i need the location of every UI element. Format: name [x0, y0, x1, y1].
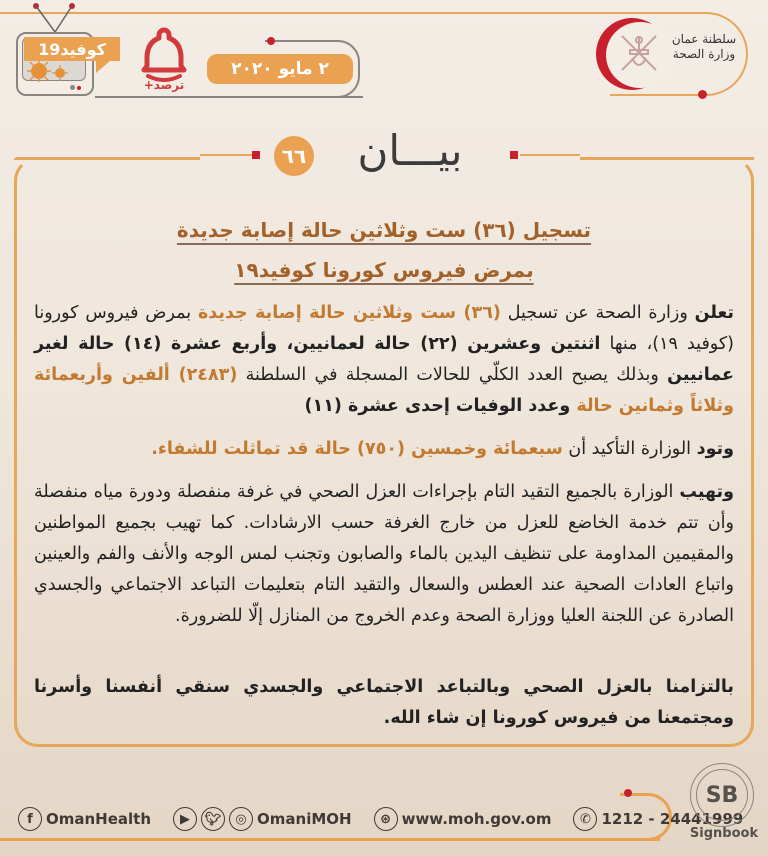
website-link[interactable]: www.moh.gov.om	[401, 810, 552, 828]
text: بمرض فيروس كورونا (كوفيد ١٩)، منها	[34, 303, 735, 354]
text-bold: وتود	[696, 439, 734, 459]
covid19-banner: كوفيد19	[24, 37, 120, 61]
tv-knob	[77, 86, 81, 90]
title-square	[252, 151, 260, 159]
facebook-handle[interactable]: OmanHealth	[46, 810, 152, 828]
text-highlight: (٢٤٨٣) ألفين وأربعمائة وثلاثاً وثمانين حالة	[34, 365, 734, 416]
banner-tail	[96, 61, 110, 73]
bell-icon	[140, 26, 188, 82]
title-line	[200, 154, 252, 156]
text: الوزارة التأكيد أن	[562, 439, 697, 459]
decor-dot	[267, 37, 275, 45]
header-divider-line	[0, 12, 700, 14]
instagram-icon[interactable]: ◎	[229, 807, 253, 831]
social-handle[interactable]: OmaniMOH	[257, 810, 352, 828]
text: وبذلك يصبح العدد الكلّي للحالات المسجلة في السلطنة	[237, 365, 668, 385]
tv-antenna-icon	[30, 2, 80, 34]
panel-top-border	[14, 157, 200, 160]
date-badge: ٢ مايو ٢٠٢٠	[207, 54, 353, 84]
title-square	[510, 151, 518, 159]
date-outline-line	[95, 96, 363, 98]
logo-line-2: وزارة الصحة	[672, 47, 736, 61]
decor-dot	[698, 90, 707, 99]
text-highlight: سبعمائة وخمسين (٧٥٠)	[356, 439, 563, 459]
panel-top-border	[580, 157, 754, 160]
phone-icon[interactable]: ✆	[573, 807, 597, 831]
twitter-icon[interactable]: 🐦︎	[201, 807, 225, 831]
oman-emblem-icon	[616, 30, 662, 76]
footer-contacts	[18, 804, 743, 834]
footer-line	[0, 838, 660, 841]
logo-line-1: سلطنة عمان	[671, 32, 737, 46]
headline-line-1: تسجيل (٣٦) ست وثلاثين حالة إصابة جديدة	[176, 218, 592, 242]
facebook-icon[interactable]: f	[18, 807, 42, 831]
text-bold: وعدد الوفيات إحدى عشرة (١١)	[304, 396, 577, 416]
text-bold: اثنتين وعشرين (٢٢) حالة لعمانيين، وأربع عشرة (١٤) حالة لغير عمانيين	[34, 334, 734, 385]
headline	[60, 210, 708, 290]
text-highlight: حالة قد تماثلت للشفاء.	[151, 439, 357, 459]
phone-number[interactable]: 1212 - 24441999	[601, 810, 744, 828]
text-bold: وتهيب	[679, 482, 734, 502]
paragraph-closing: بالتزامنا بالعزل الصحي وبالتباعد الاجتماعي والجسدي سنقي أنفسنا وأسرنا ومجتمعنا من فيروس كورونا إن شاء الله.	[34, 677, 734, 728]
tarassud-label: ترصد+	[143, 78, 185, 92]
ministry-logo-text	[664, 32, 744, 62]
text: وزارة الصحة عن تسجيل	[500, 303, 695, 323]
virus-icon	[26, 58, 72, 82]
statement-number-badge: ٦٦	[274, 136, 314, 176]
paragraph-guidance	[34, 477, 734, 632]
text-highlight: (٣٦) ست وثلاثين حالة إصابة جديدة	[197, 303, 501, 323]
paragraph-recovered	[34, 434, 734, 465]
youtube-icon[interactable]: ▶	[173, 807, 197, 831]
tv-knob	[70, 85, 75, 90]
signbook-label: Signbook	[689, 826, 759, 841]
paragraph-announcement	[34, 298, 734, 422]
text-bold: تعلن	[694, 303, 734, 323]
headline-line-2: بمرض فيروس كورونا كوفيد١٩	[234, 258, 534, 282]
title-line	[520, 154, 580, 156]
text: الوزارة بالجميع التقيد التام بإجراءات العزل الصحي في غرفة منفصلة ودورة مياه منفصلة وأن تتم خدمة الخاضع للعزل من خارج الغرفة حسب الارشادات. كما تهيب بجميع المواطنين والمقيمين المداومة على تنظيف اليدين بالماء والصابون وتجنب لمس الوجه والأنف والفم والعينين واتباع العادات الصحية عند العطس والسعال والتقيد التام بتعليمات التباعد الاجتماعي والجسدي الصادرة عن اللجنة العليا ووزارة الصحة وعدم الخروج من المنازل إلّا للضرورة.	[34, 482, 734, 626]
decor-dot	[624, 789, 632, 797]
signbook-logo-icon: SB	[696, 769, 748, 821]
statement-title: بيـــان	[357, 126, 463, 175]
globe-icon[interactable]: ⊛	[374, 807, 398, 831]
